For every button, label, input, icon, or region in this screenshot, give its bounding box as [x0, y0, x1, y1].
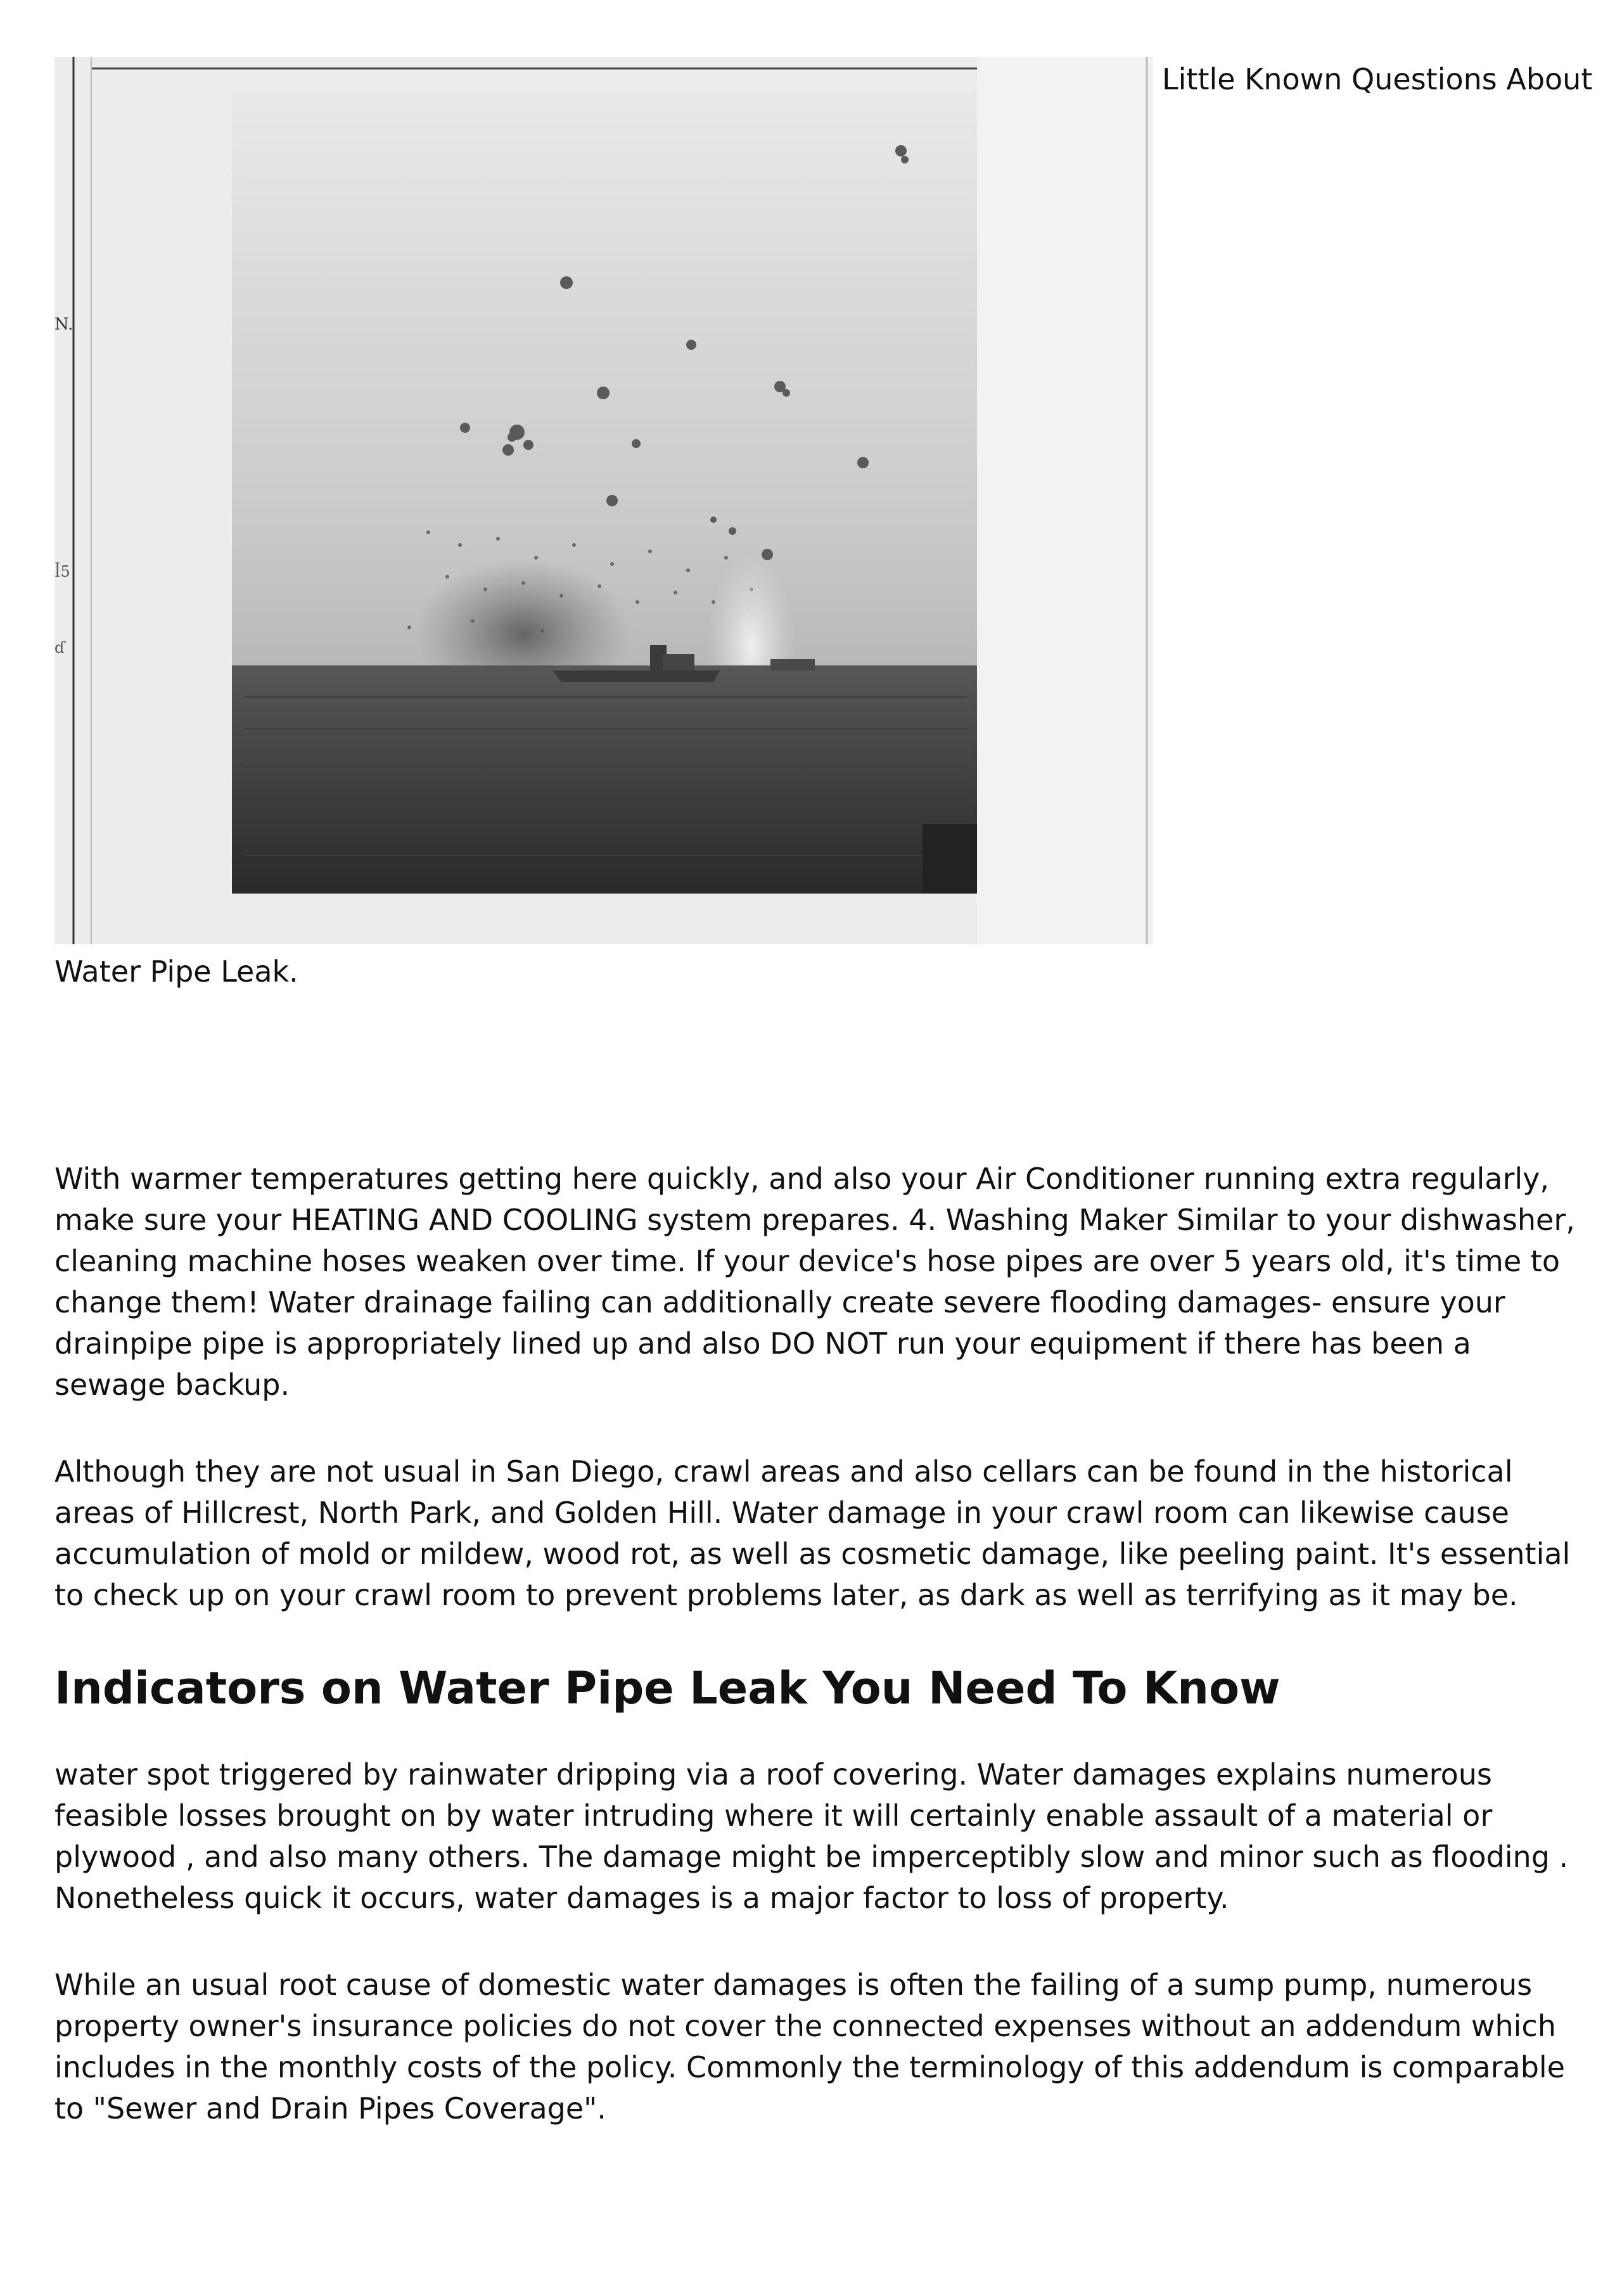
article-body — [54, 1158, 1575, 2175]
intro-text: Water Pipe Leak. — [54, 954, 298, 989]
section-heading: Indicators on Water Pipe Leak You Need To Know — [54, 1662, 1280, 1714]
article-paragraph: water spot triggered by rainwater dripping via a roof covering. Water damages explains numerous feasible losses brought on by water intruding where it will certainly enable assault of a material or plywood , and also many others. The damage might be imperceptibly slow and minor such as flooding . Nonetheless quick it occurs, water damages is a major factor to loss of property. — [54, 1757, 1569, 1915]
article-paragraph: Although they are not usual in San Diego, crawl areas and also cellars can be found in the historical areas of Hillcrest, North Park, and Golden Hill. Water damage in your crawl room can likewise cause accumulation of mold or mildew, wood rot, as well as cosmetic damage, like peeling paint. It's essential to check up on your crawl room to prevent problems later, as dark as well as terrifying as it may be. — [54, 1454, 1571, 1612]
svg-text:ꟾ5: ꟾ5 — [54, 563, 70, 580]
historic-photo-icon — [54, 57, 1153, 944]
svg-text:N.: N. — [54, 315, 73, 334]
svg-text:ɗ: ɗ — [54, 639, 65, 657]
floating-title: Little Known Questions About — [1162, 62, 1593, 96]
article-paragraph: While an usual root cause of domestic water damages is often the failing of a sump pump, numerous property owner's insurance policies do not cover the connected expenses without an addendum which includes in the monthly costs of the policy. Commonly the terminology of this addendum is comparable to "Sewer and Drain Pipes Coverage". — [54, 1968, 1565, 2126]
article-photo — [54, 57, 1153, 944]
article-paragraph: With warmer temperatures getting here quickly, and also your Air Conditioner running extra regularly, make sure your HEATING AND COOLING system prepares. 4. Washing Maker Similar to your dishwasher, cleaning machine hoses weaken over time. If your device's hose pipes are over 5 years old, it's time to change them! Water drainage failing can additionally create severe flooding damages- ensure your drainpipe pipe is appropriately lined up and also DO NOT run your equipment if there has been a sewage backup. — [54, 1162, 1575, 1402]
